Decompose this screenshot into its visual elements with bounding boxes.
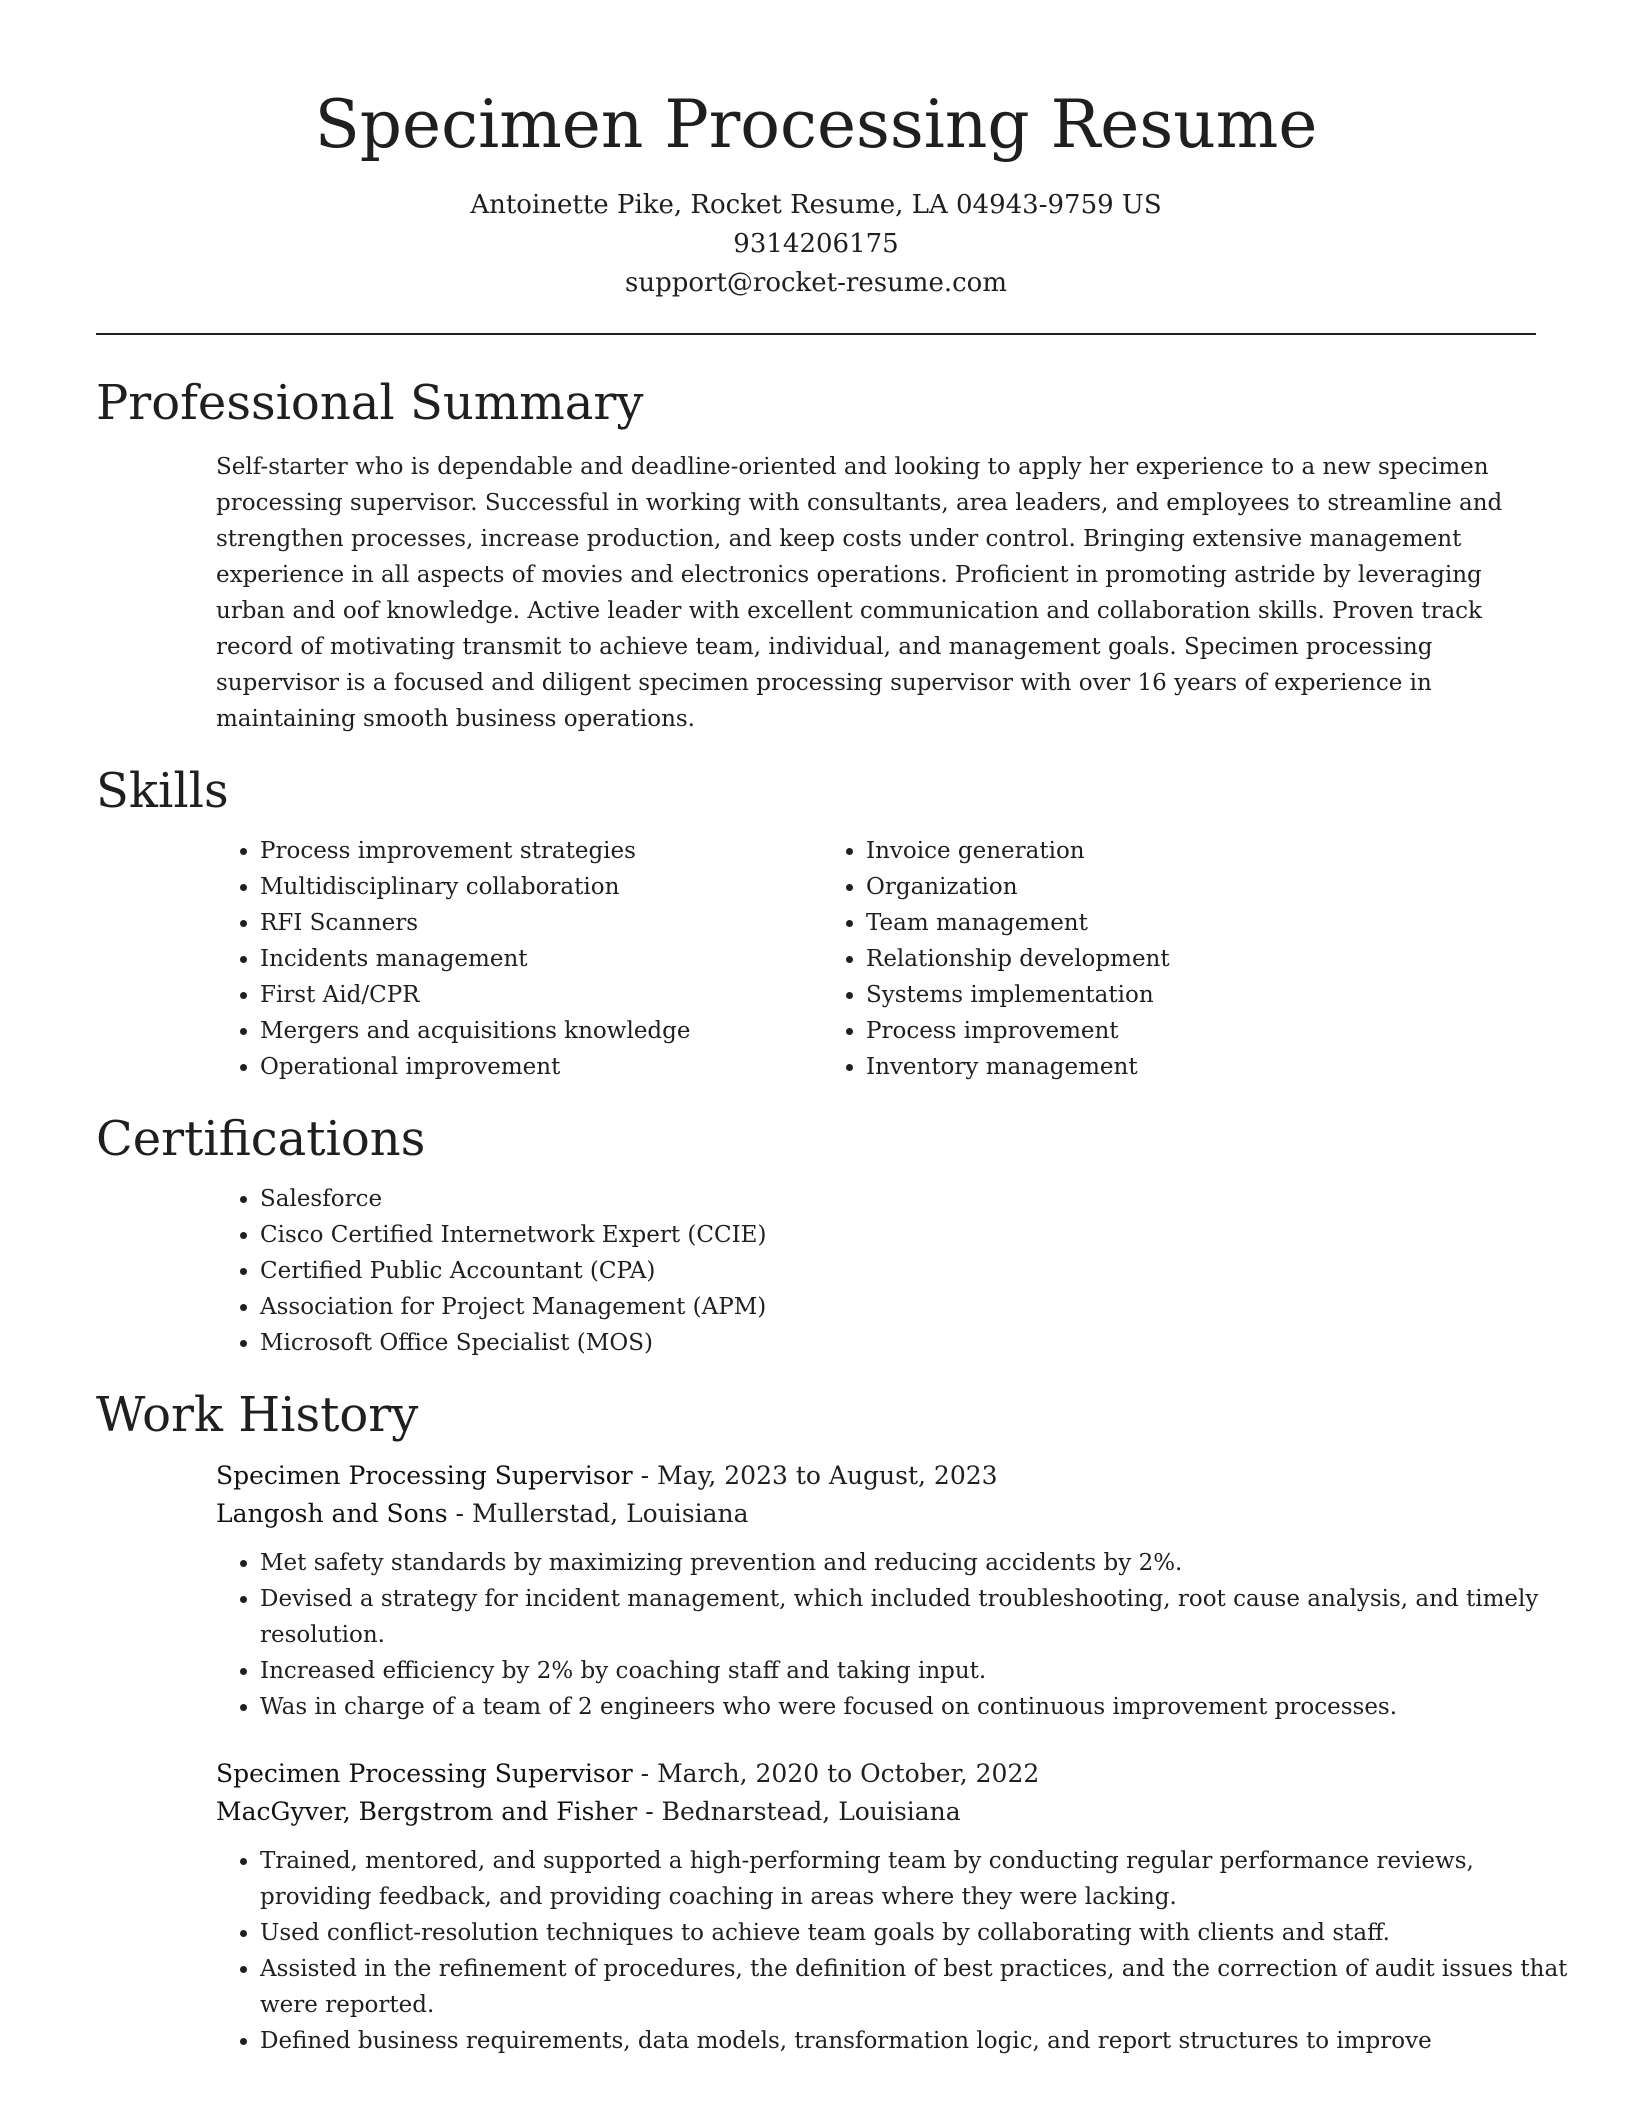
job-bullet: • Used conflict-resolution techniques to achieve team goals by collaborating with clients and staff. (260, 1915, 1580, 1951)
certifications-heading: Certifications (96, 1111, 426, 1167)
job-title: Specimen Processing Supervisor (216, 1759, 633, 1788)
job-location: Mullerstad, Louisiana (471, 1499, 749, 1528)
contact-info (96, 186, 1536, 303)
skill-item: • Systems implementation (866, 977, 1442, 1013)
skill-item: • Mergers and acquisitions knowledge (260, 1013, 822, 1049)
job-company-line (216, 1793, 1536, 1831)
job-separator: - (632, 1461, 658, 1490)
job-bullet: • Increased efficiency by 2% by coaching staff and taking input. (260, 1653, 1580, 1689)
certification-item: • Salesforce (260, 1181, 1536, 1217)
skill-item: • RFI Scanners (260, 905, 822, 941)
certification-item: • Cisco Certified Internetwork Expert (CCIE) (260, 1217, 1536, 1253)
contact-address: Antoinette Pike, Rocket Resume, LA 04943-9759 US (470, 190, 1162, 220)
job-location: Bednarstead, Louisiana (661, 1797, 961, 1826)
job-company: Langosh and Sons (216, 1499, 448, 1528)
skill-item: • Inventory management (866, 1049, 1442, 1085)
job-bullet: • Met safety standards by maximizing prevention and reducing accidents by 2%. (260, 1545, 1580, 1581)
job-bullet: • Defined business requirements, data models, transformation logic, and report structures to improve (260, 2023, 1580, 2059)
job-dates: March, 2020 to October, 2022 (657, 1759, 1040, 1788)
contact-email: support@rocket-resume.com (624, 268, 1007, 298)
summary-text: Self-starter who is dependable and deadline-oriented and looking to apply her experience to a new specimen processing supervisor. Successful in working with consultants, area leaders, and employees to streamline and strengthen processes, increase production, and keep costs under control. Bringing extensive management experience in all aspects of movies and electronics operations. Proficient in promoting astride by leveraging urban and oof knowledge. Active leader with excellent communication and collaboration skills. Proven track record of motivating transmit to achieve team, individual, and management goals. Specimen processing supervisor is a focused and diligent specimen processing supervisor with over 16 years of experience in maintaining smooth business operations. (216, 454, 1503, 732)
skills-columns (216, 833, 1536, 1085)
job-separator: - (632, 1759, 658, 1788)
skill-item: • Organization (866, 869, 1442, 905)
skill-item: • First Aid/CPR (260, 977, 822, 1013)
job-bullet: • Devised a strategy for incident management, which included troubleshooting, root cause analysis, and timely resolution. (260, 1581, 1580, 1653)
skills-heading: Skills (96, 763, 229, 819)
skill-item: • Relationship development (866, 941, 1442, 977)
header-divider (96, 333, 1536, 335)
skill-item: • Incidents management (260, 941, 822, 977)
skill-item: • Multidisciplinary collaboration (260, 869, 822, 905)
skill-item: • Team management (866, 905, 1442, 941)
job-entry (216, 1755, 1568, 2059)
job-bullet: • Trained, mentored, and supported a high-performing team by conducting regular performance reviews, providing feedback, and providing coaching in areas where they were lacking. (260, 1843, 1580, 1915)
work-history-heading: Work History (96, 1387, 419, 1443)
job-dates: May, 2023 to August, 2023 (657, 1461, 998, 1490)
job-title-line (216, 1457, 1536, 1495)
skill-item: • Process improvement (866, 1013, 1442, 1049)
skill-item: • Process improvement strategies (260, 833, 822, 869)
contact-phone: 9314206175 (733, 229, 899, 259)
certification-item: • Association for Project Management (APM) (260, 1289, 1536, 1325)
job-bullet: • Was in charge of a team of 2 engineers who were focused on continuous improvement processes. (260, 1689, 1580, 1725)
job-company-line (216, 1495, 1536, 1533)
certification-item: • Microsoft Office Specialist (MOS) (260, 1325, 1536, 1361)
summary-heading: Professional Summary (96, 375, 644, 431)
skill-item: • Invoice generation (866, 833, 1442, 869)
job-title: Specimen Processing Supervisor (216, 1461, 633, 1490)
job-bullets (216, 1545, 1580, 1725)
job-bullet: • Assisted in the refinement of procedures, the definition of best practices, and the correction of audit issues that were reported. (260, 1951, 1580, 2023)
job-separator: - (637, 1797, 662, 1826)
resume-title: Specimen Processing Resume (314, 86, 1318, 163)
job-separator: - (447, 1499, 472, 1528)
job-entry (216, 1457, 1539, 1725)
resume-page (96, 0, 1568, 2059)
job-title-line (216, 1755, 1536, 1793)
skills-list-right (822, 833, 1442, 1085)
job-company: MacGyver, Bergstrom and Fisher (216, 1797, 638, 1826)
skills-list-left (216, 833, 822, 1085)
certification-item: • Certified Public Accountant (CPA) (260, 1253, 1536, 1289)
job-bullets (216, 1843, 1580, 2059)
certifications-list (216, 1181, 1536, 1361)
skill-item: • Operational improvement (260, 1049, 822, 1085)
